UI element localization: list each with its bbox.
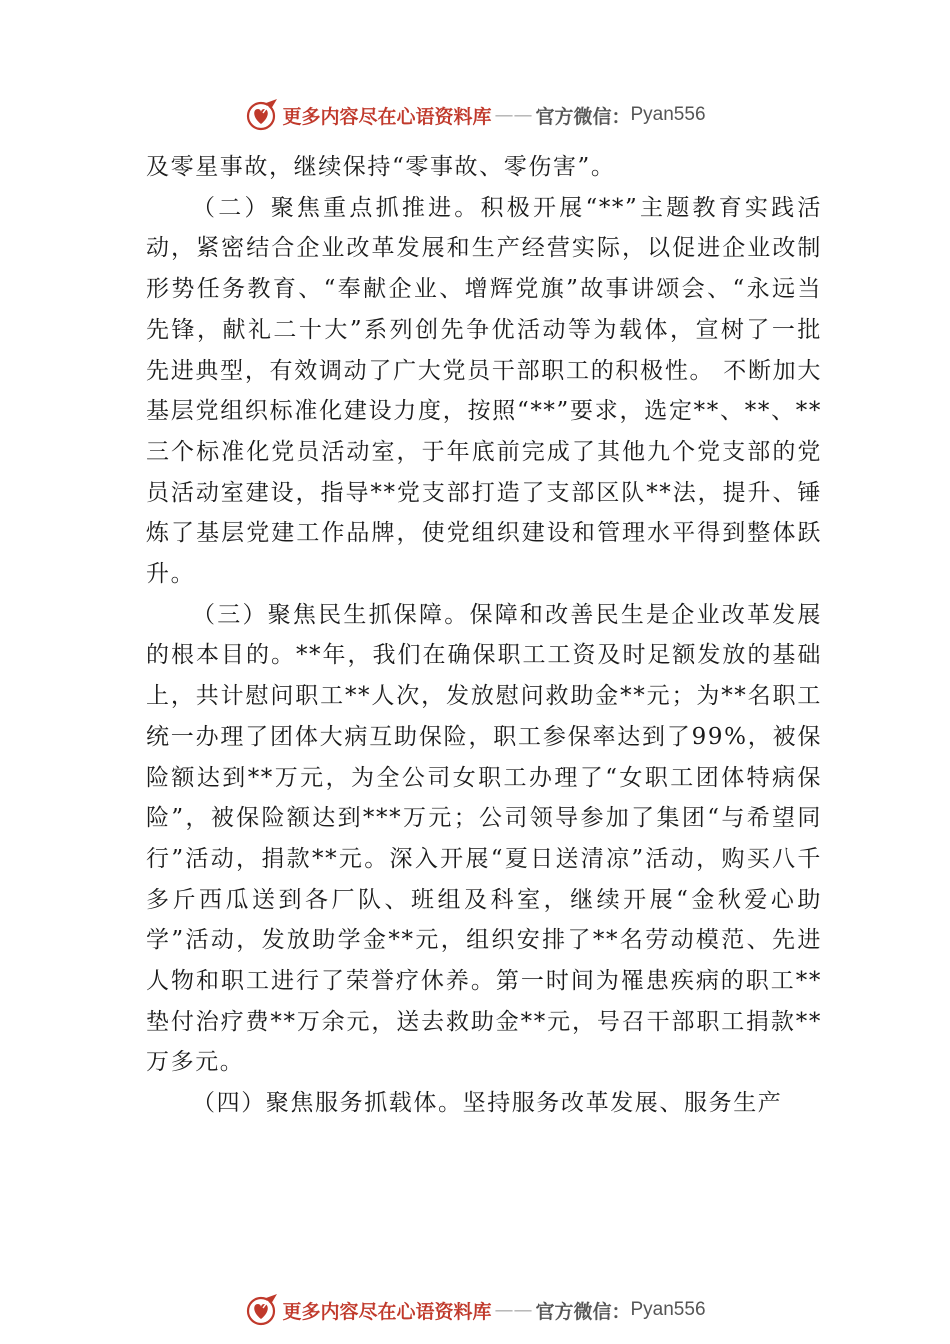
paragraph-section-3: （三）聚焦民生抓保障。保障和改善民生是企业改革发展的根本目的。**年，我们在确保职工工资及时足额发放的基础上，共计慰问职工**人次，发放慰问救助金**元；为**名职工统一办理了团体大病互助保险，职工参保率达到了99%，被保险额达到**万元，为全公司女职工办理了“女职工团体特病保险”，被保险额达到***万元；公司领导参加了集团“与希望同行”活动，捐款**元。深入开展“夏日送清凉”活动，购买八千多斤西瓜送到各厂队、班组及科室，继续开展“金秋爱心助学”活动，发放助学金**元，组织安排了**名劳动模范、先进人物和职工进行了荣誉疗休养。第一时间为罹患疾病的职工**垫付治疗费**万余元，送去救助金**元，号召干部职工捐款**万多元。 bbox=[146, 601, 822, 1076]
paragraph-section-4: （四）聚焦服务抓载体。坚持服务改革发展、服务生产 bbox=[192, 1090, 783, 1117]
heart-pen-logo-icon bbox=[244, 97, 280, 133]
watermark-id: Pyan556 bbox=[630, 104, 706, 125]
watermark-brand: 更多内容尽在心语资料库 bbox=[282, 1300, 492, 1323]
watermark-brand: 更多内容尽在心语资料库 bbox=[282, 105, 492, 128]
watermark-dash: —— bbox=[494, 104, 533, 126]
watermark-footer bbox=[0, 1290, 950, 1330]
heart-pen-logo-icon bbox=[244, 1292, 280, 1328]
watermark-dash: —— bbox=[494, 1299, 533, 1321]
watermark-label: 官方微信： bbox=[535, 1300, 631, 1323]
watermark-header bbox=[0, 95, 950, 135]
paragraph-section-2: （二）聚焦重点抓推进。积极开展“**”主题教育实践活动，紧密结合企业改革发展和生产经营实际，以促进企业改制形势任务教育、“奉献企业、增辉党旗”故事讲颂会、“永远当先锋，献礼二十大”系列创先争优活动等为载体，宣树了一批先进典型，有效调动了广大党员干部职工的积极性。 不断加大基层党组织标准化建设力度，按照“**”要求，选定**、**、**三个标准化党员活动室，于年底前完成了其他九个党支部的党员活动室建设，指导**党支部打造了支部区队**法，提升、锤炼了基层党建工作品牌，使党组织建设和管理水平得到整体跃升。 bbox=[146, 194, 822, 588]
paragraph-continuation: 及零星事故，继续保持“零事故、零伤害”。 bbox=[146, 154, 616, 180]
watermark-id: Pyan556 bbox=[630, 1299, 706, 1320]
document-body bbox=[146, 147, 822, 1124]
watermark-label: 官方微信： bbox=[535, 105, 631, 128]
